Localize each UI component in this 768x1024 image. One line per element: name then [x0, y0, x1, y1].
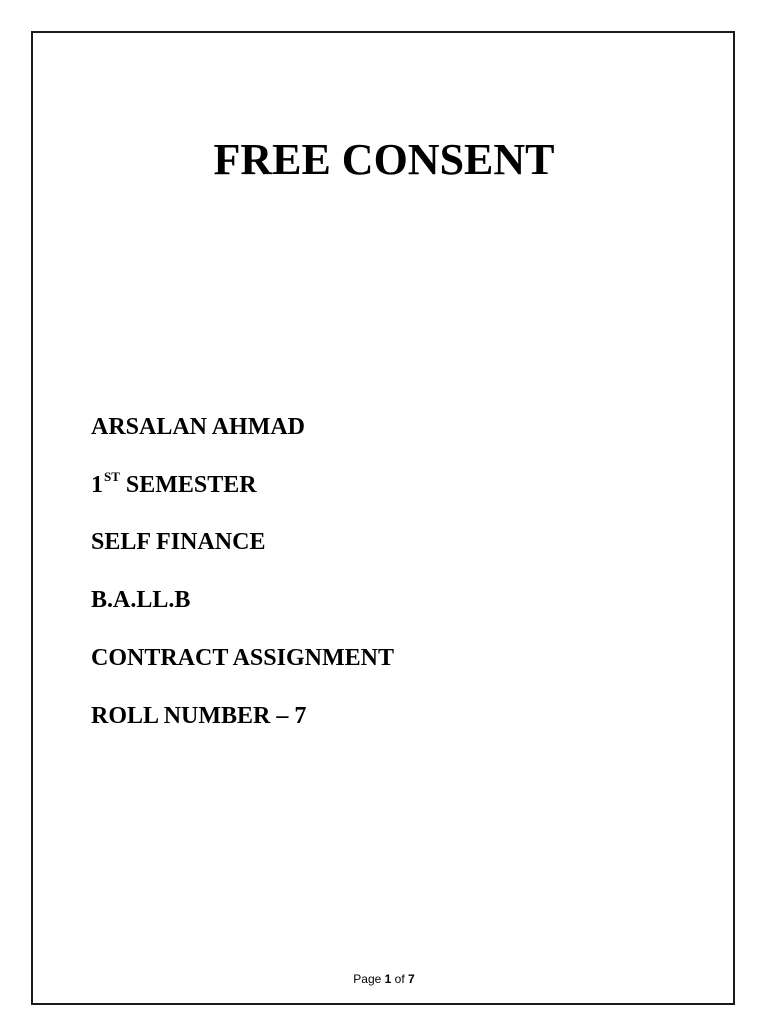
roll-number: ROLL NUMBER – 7: [91, 703, 307, 729]
semester-word: SEMESTER: [125, 472, 257, 498]
semester-suffix: ST: [104, 469, 120, 484]
program-type: SELF FINANCE: [91, 529, 266, 555]
semester-number: 1: [91, 472, 103, 498]
page-word: Page: [353, 972, 382, 986]
current-page-number: 1: [384, 972, 392, 986]
semester: [91, 470, 257, 500]
document-title: FREE CONSENT: [213, 135, 555, 184]
course-name: B.A.LL.B: [91, 587, 191, 613]
total-pages-number: 7: [408, 972, 415, 986]
assignment-title: CONTRACT ASSIGNMENT: [91, 645, 394, 671]
page-footer: [0, 971, 768, 987]
student-name: ARSALAN AHMAD: [91, 414, 306, 440]
of-word: of: [394, 972, 405, 986]
